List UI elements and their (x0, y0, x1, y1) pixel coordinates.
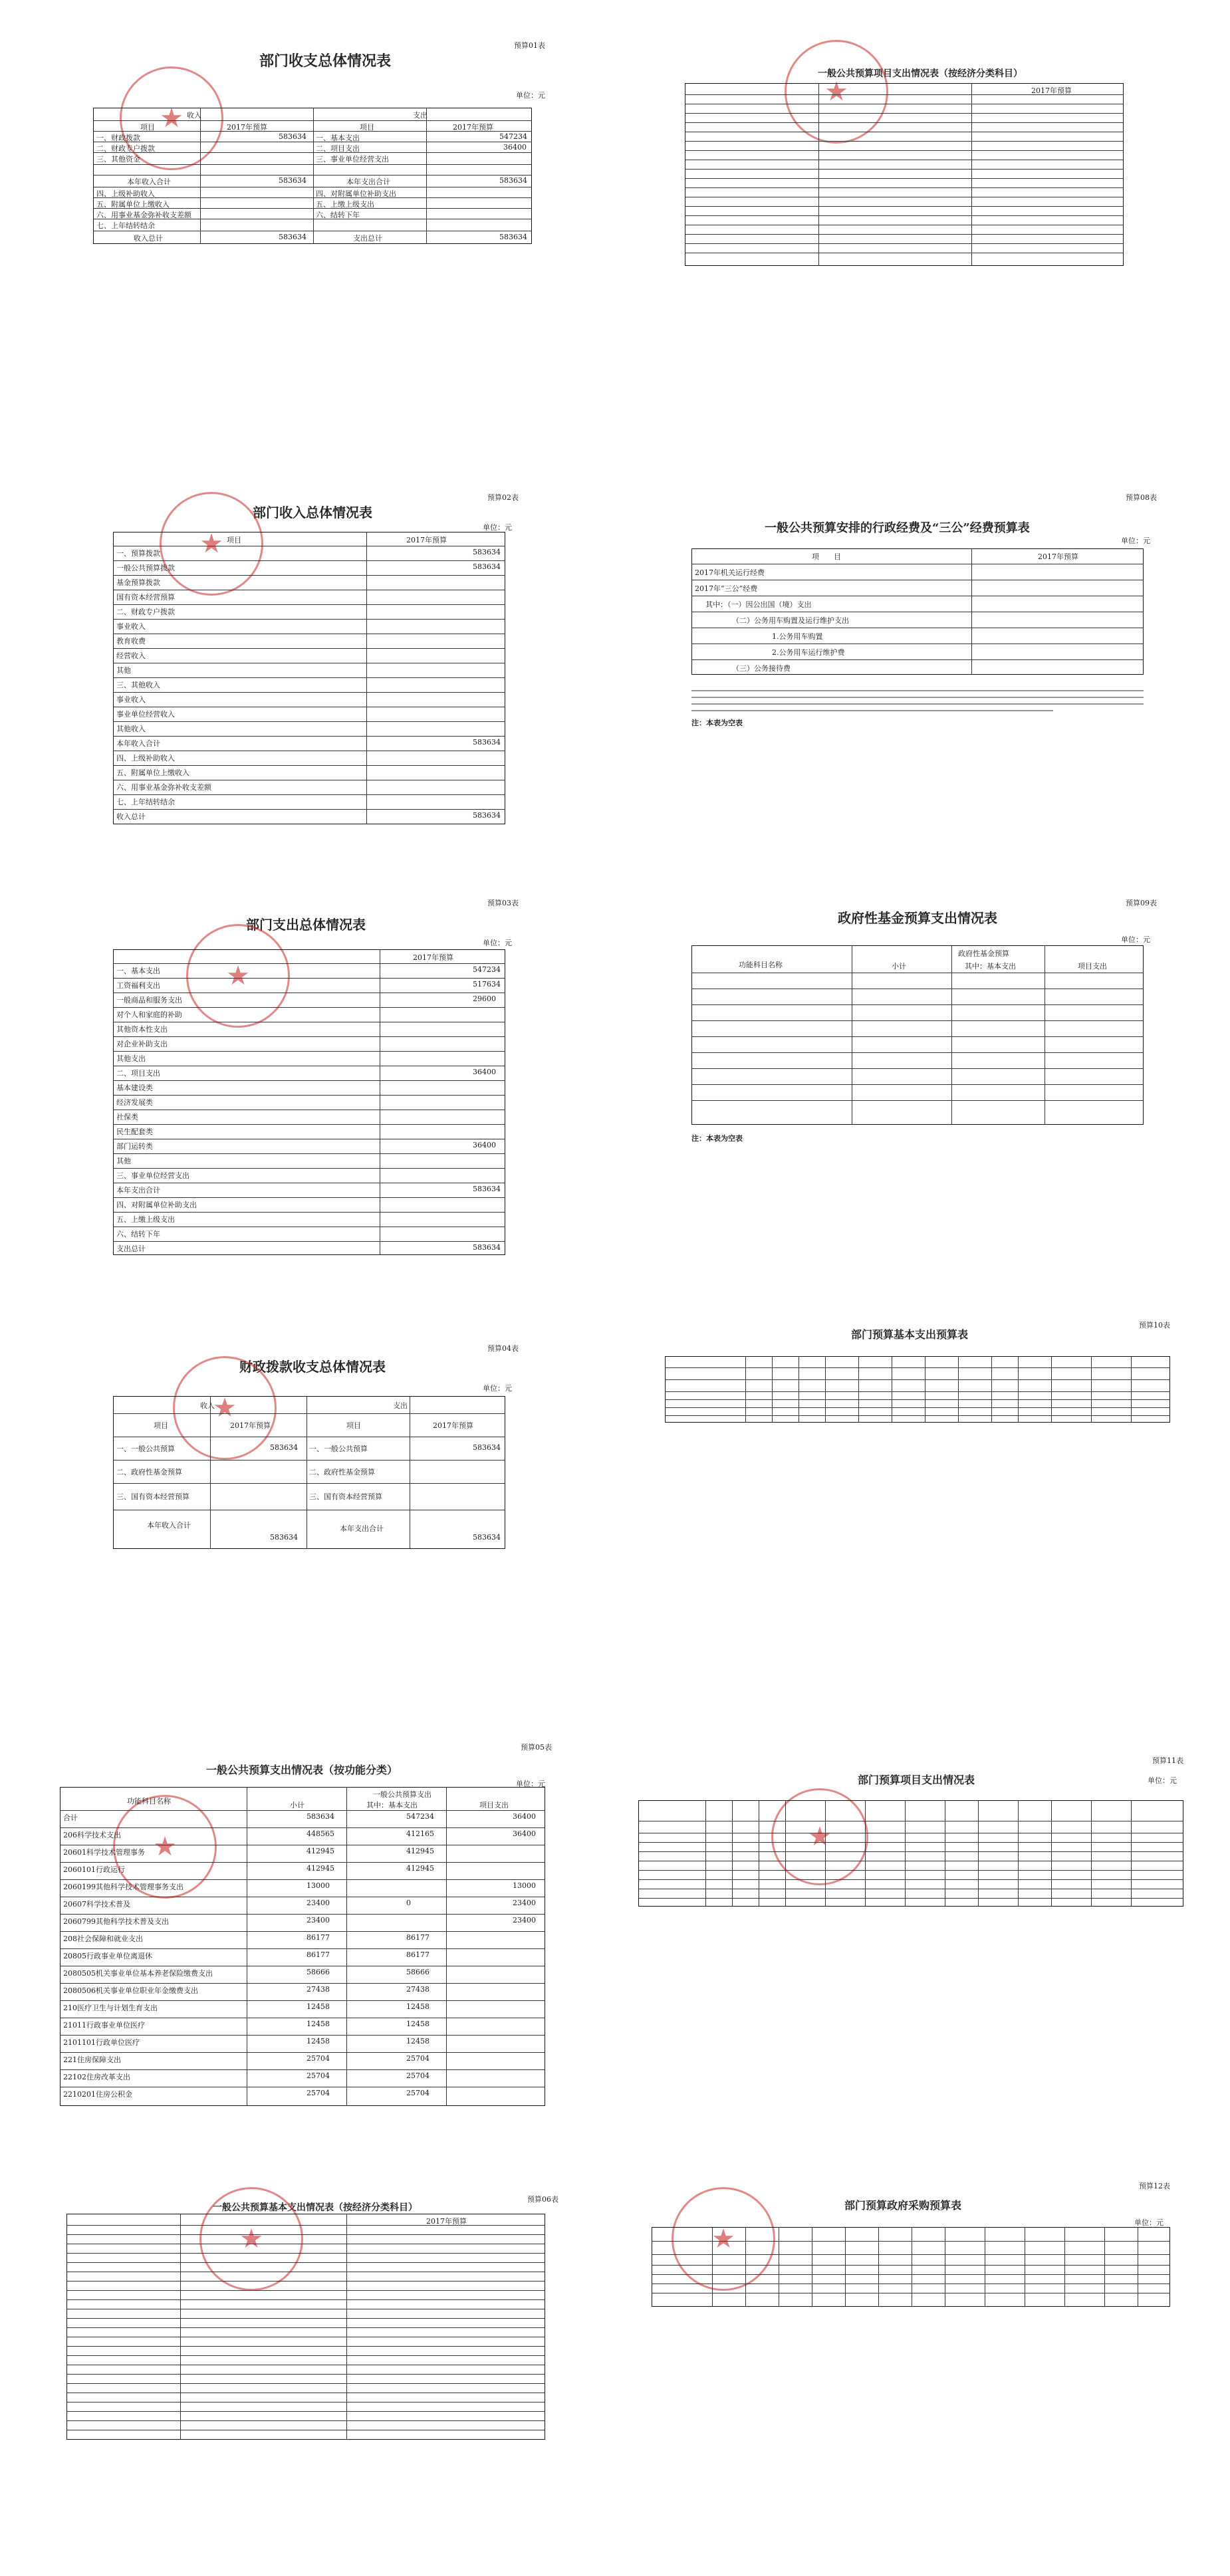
row-item: 其他收入 (116, 725, 146, 733)
page-title: 一般公共预算支出情况表（按功能分类） (206, 1764, 398, 1776)
row-item: 221住房保障支出 (63, 2055, 121, 2064)
expense-item: 六、结转下年 (316, 211, 360, 219)
expense-value: 583634 (473, 1443, 501, 1452)
expense-item: 三、国有资本经营预算 (309, 1492, 382, 1501)
table-row (114, 604, 505, 605)
row-value: 517634 (473, 980, 501, 989)
official-seal: ★ (771, 1788, 868, 1885)
header-item: 项 目 (812, 552, 841, 561)
row-item: 一般公共预算拨款 (116, 564, 175, 572)
header-expense: 支出 (393, 1401, 408, 1410)
function-budget-table (60, 1787, 545, 2106)
empty-note: 注：本表为空表 (691, 1134, 743, 1143)
table-row (114, 1168, 505, 1169)
table-row (114, 1036, 505, 1037)
official-seal: ★ (785, 40, 888, 144)
table-code: 预算12表 (1139, 2182, 1170, 2190)
unit-label: 单位：元 (483, 939, 512, 947)
page-dept-expense (106, 897, 519, 1270)
income-table (113, 532, 505, 824)
procurement-table (652, 2227, 1170, 2307)
header-project: 项目支出 (1078, 962, 1107, 971)
row-value: 412945 (406, 1847, 434, 1855)
expense-total: 583634 (473, 1533, 501, 1542)
row-value: 25704 (406, 2054, 430, 2063)
table-row (114, 1007, 505, 1008)
fiscal-table (113, 1396, 505, 1549)
income-item: 三、国有资本经营预算 (116, 1492, 189, 1501)
row-item: （三）公务接待费 (732, 664, 791, 673)
row-value: 13000 (513, 1881, 536, 1890)
row-value: 36400 (473, 1068, 496, 1076)
grand-expense: 583634 (499, 233, 527, 241)
page-title: 部门预算基本支出预算表 (851, 1328, 969, 1341)
row-value: 12458 (307, 2037, 330, 2046)
row-value: 86177 (406, 1933, 430, 1942)
row-item: 20607科学技术普及 (63, 1900, 130, 1909)
income-total: 583634 (270, 1533, 298, 1542)
table-row (114, 677, 505, 678)
empty-note: 注：本表为空表 (691, 719, 743, 727)
row-item: 对个人和家庭的补助 (116, 1010, 182, 1019)
table-row (114, 978, 505, 979)
row-value: 25704 (406, 2071, 430, 2080)
header-basic: 其中：基本支出 (366, 1801, 418, 1810)
row-item: 21011行政事业单位医疗 (63, 2021, 145, 2030)
header-expense: 支出 (413, 111, 428, 120)
header-group: 政府性基金预算 (958, 949, 1009, 958)
table-row (114, 575, 505, 576)
basic-econ-table (66, 2214, 545, 2440)
income-total: 583634 (279, 176, 307, 185)
row-value: 36400 (513, 1829, 536, 1838)
table-row (61, 1983, 545, 1984)
row-item: 一般商品和服务支出 (116, 996, 182, 1004)
row-item: 1.公务用车购置 (772, 632, 823, 641)
row-value: 29600 (473, 995, 496, 1003)
row-item: 22102住房改革支出 (63, 2073, 130, 2081)
row-item: 合计 (63, 1814, 78, 1822)
row-item: 工资福利支出 (116, 981, 160, 990)
table-row (114, 1124, 505, 1125)
header-item: 项目 (346, 1421, 361, 1430)
row-item: 20601科学技术管理事务 (63, 1848, 145, 1857)
row-item: 六、结转下年 (116, 1230, 160, 1238)
row-item: 210医疗卫生与计划生育支出 (63, 2004, 158, 2012)
row-item: 其他支出 (116, 1054, 146, 1063)
row-item: 2017年机关运行经费 (695, 568, 765, 577)
income-total-label: 本年收入合计 (147, 1521, 191, 1530)
row-item: 五、附属单位上缴收入 (116, 768, 189, 777)
row-value: 583634 (473, 738, 501, 747)
page-public-basic-econ (66, 2187, 558, 2466)
gov-fund-table (691, 945, 1144, 1125)
table-row (114, 1153, 505, 1154)
row-value: 86177 (307, 1933, 330, 1942)
row-item: 2060101行政运行 (63, 1865, 125, 1874)
table-row (61, 1810, 545, 1811)
row-value: 86177 (406, 1950, 430, 1959)
table-row (61, 1879, 545, 1880)
header-item: 项目 (140, 123, 155, 132)
unit-label: 单位：元 (483, 523, 512, 532)
official-seal: ★ (120, 66, 223, 170)
row-item: 事业收入 (116, 695, 146, 704)
expense-value: 547234 (499, 132, 527, 141)
expense-item: 二、项目支出 (316, 144, 360, 153)
row-item: 民生配套类 (116, 1127, 153, 1136)
expense-item: 一、一般公共预算 (309, 1445, 368, 1453)
row-item: 对企业补助支出 (116, 1040, 168, 1048)
row-value: 13000 (307, 1881, 330, 1890)
table-row (61, 2000, 545, 2001)
table-code: 预算01表 (514, 41, 545, 50)
official-seal: ★ (113, 1795, 217, 1899)
unit-label: 单位：元 (516, 1780, 545, 1788)
page-public-budget-function (60, 1742, 552, 2114)
row-item: 四、上级补助收入 (116, 754, 175, 762)
row-item: 2210201住房公积金 (63, 2090, 132, 2099)
table-code: 预算09表 (1126, 899, 1157, 907)
page-project-expense (638, 1755, 1183, 1954)
header-budget: 2017年预算 (1038, 552, 1078, 561)
row-item: 2.公务用车运行维护费 (772, 648, 845, 657)
table-row (61, 2035, 545, 2036)
header-budget: 2017年预算 (453, 123, 493, 132)
row-item: 208社会保障和就业支出 (63, 1934, 143, 1943)
header-budget: 2017年预算 (230, 1421, 271, 1430)
expense-item: 三、事业单位经营支出 (316, 155, 389, 164)
grand-expense-label: 支出总计 (353, 234, 382, 243)
page-title: 部门收入总体情况表 (253, 505, 372, 521)
row-item: 2060799其他科学技术普及支出 (63, 1917, 169, 1926)
row-item: 部门运转类 (116, 1142, 153, 1151)
row-item: 20805行政事业单位离退休 (63, 1952, 152, 1960)
income-item: 六、用事业基金弥补收支差额 (96, 211, 191, 219)
page-project-expense-econ (685, 27, 1137, 312)
row-item: 基金预算拨款 (116, 578, 160, 587)
row-item: 五、上缴上级支出 (116, 1215, 175, 1224)
header-budget: 2017年预算 (406, 536, 447, 544)
header-budget: 2017年预算 (227, 123, 267, 132)
table-row (61, 2069, 545, 2070)
table-row (61, 1914, 545, 1915)
table-code: 预算11表 (1152, 1756, 1183, 1765)
table-row (114, 1212, 505, 1213)
table-row (114, 619, 505, 620)
row-value: 86177 (307, 1950, 330, 1959)
header-budget: 2017年预算 (433, 1421, 473, 1430)
table-code: 预算08表 (1126, 493, 1157, 502)
table-row (114, 1241, 505, 1242)
page-title: 部门支出总体情况表 (246, 917, 366, 933)
row-value: 0 (406, 1899, 411, 1907)
row-value: 583634 (473, 811, 501, 820)
row-item: 三、其他收入 (116, 681, 160, 689)
table-row (61, 1862, 545, 1863)
expense-table (113, 949, 505, 1255)
header-budget: 2017年预算 (426, 2217, 467, 2226)
basic-expense-table (665, 1356, 1170, 1423)
income-item: 一、一般公共预算 (116, 1445, 175, 1453)
row-item: 其中：（一）因公出国（境）支出 (705, 600, 812, 609)
row-item: 国有资本经营预算 (116, 593, 175, 602)
income-item: 二、政府性基金预算 (116, 1468, 182, 1476)
income-item: 七、上年结转结余 (96, 221, 155, 230)
unit-label: 单位：元 (483, 1384, 512, 1393)
page-fiscal-allocation (106, 1343, 519, 1562)
row-value: 448565 (307, 1829, 334, 1838)
row-value: 27438 (406, 1985, 430, 1994)
expense-total-label: 本年支出合计 (346, 177, 390, 186)
table-code: 预算10表 (1139, 1321, 1170, 1330)
row-value: 58666 (307, 1968, 330, 1976)
header-item: 功能科目名称 (127, 1797, 171, 1806)
header-budget: 2017年预算 (1031, 86, 1072, 95)
header-item: 项目 (227, 536, 241, 544)
row-value: 412945 (307, 1864, 334, 1873)
row-value: 36400 (473, 1141, 496, 1149)
row-item: 六、用事业基金弥补收支差额 (116, 783, 211, 792)
income-expense-table (93, 108, 532, 244)
three-public-table (691, 548, 1144, 675)
project-expense-table (685, 83, 1124, 266)
note-lines (691, 685, 1144, 717)
header-income: 收入 (200, 1401, 215, 1410)
row-value: 583634 (473, 548, 501, 556)
table-row (114, 736, 505, 737)
income-total-label: 本年收入合计 (127, 177, 171, 186)
official-seal: ★ (173, 1356, 277, 1460)
row-item: 社保类 (116, 1113, 138, 1121)
row-value: 547234 (406, 1812, 434, 1821)
official-seal: ★ (672, 2187, 775, 2291)
row-item: 三、事业单位经营支出 (116, 1171, 189, 1180)
unit-label: 单位：元 (1121, 935, 1150, 944)
expense-item: 一、基本支出 (316, 134, 360, 142)
page-dept-income (106, 492, 519, 838)
row-item: 一、预算拨款 (116, 549, 160, 558)
row-item: 2060199其他科学技术管理事务支出 (63, 1883, 184, 1891)
income-item: 一、财政拨款 (96, 134, 140, 142)
header-subtotal: 小计 (892, 962, 906, 971)
row-value: 12458 (307, 2002, 330, 2011)
official-seal: ★ (186, 924, 290, 1028)
row-item: 其他资本性支出 (116, 1025, 168, 1034)
row-item: 2080506机关事业单位职业年金缴费支出 (63, 1986, 198, 1995)
table-row (114, 794, 505, 795)
row-value: 12458 (406, 2002, 430, 2011)
row-item: 二、项目支出 (116, 1069, 160, 1078)
table-code: 预算02表 (487, 493, 519, 502)
page-title: 一般公共预算基本支出情况表（按经济分类科目） (213, 2202, 418, 2213)
header-project: 项目支出 (479, 1801, 509, 1810)
row-item: 一、基本支出 (116, 967, 160, 975)
page-title: 一般公共预算安排的行政经费及“三公”经费预算表 (765, 521, 1030, 535)
row-item: 七、上年结转结余 (116, 798, 175, 806)
row-item: 事业收入 (116, 622, 146, 631)
table-code: 预算06表 (527, 2195, 558, 2204)
row-value: 412165 (406, 1829, 434, 1838)
row-item: 教育收费 (116, 637, 146, 645)
official-seal: ★ (199, 2187, 303, 2291)
row-value: 23400 (307, 1899, 330, 1907)
table-row (114, 721, 505, 722)
table-code: 预算05表 (521, 1743, 552, 1752)
project-table (638, 1800, 1183, 1907)
row-item: 2017年“三公”经费 (695, 584, 758, 593)
income-value: 583634 (270, 1443, 298, 1452)
row-value: 583634 (473, 1185, 501, 1193)
row-item: 事业单位经营收入 (116, 710, 175, 719)
unit-label: 单位：元 (516, 91, 545, 100)
expense-total: 583634 (499, 176, 527, 185)
expense-item: 二、政府性基金预算 (309, 1468, 375, 1476)
row-value: 412945 (307, 1847, 334, 1855)
income-item: 二、财政专户拨款 (96, 144, 155, 153)
row-value: 23400 (307, 1916, 330, 1925)
row-value: 36400 (513, 1812, 536, 1821)
row-item: 2101101行政单位医疗 (63, 2038, 140, 2047)
page-title: 财政拨款收支总体情况表 (239, 1359, 386, 1375)
row-item: 经营收入 (116, 651, 146, 660)
row-value: 23400 (513, 1899, 536, 1907)
expense-item: 四、对附属单位补助支出 (316, 189, 396, 198)
table-row (114, 1095, 505, 1096)
header-item: 项目 (154, 1421, 168, 1430)
header-item: 项目 (360, 123, 374, 132)
table-code: 预算04表 (487, 1344, 519, 1353)
row-item: 四、对附属单位补助支出 (116, 1201, 197, 1209)
row-value: 58666 (406, 1968, 430, 1976)
row-value: 583634 (473, 1243, 501, 1252)
page-gov-fund (678, 897, 1157, 1163)
row-value: 27438 (307, 1985, 330, 1994)
row-item: 2080505机关事业单位基本养老保险缴费支出 (63, 1969, 213, 1978)
income-item: 四、上级补助收入 (96, 189, 155, 198)
unit-label: 单位：元 (1148, 1776, 1177, 1785)
grand-income: 583634 (279, 233, 307, 241)
header-item: 功能科目名称 (739, 961, 783, 969)
expense-value: 36400 (503, 143, 527, 152)
row-item: 其他 (116, 1157, 131, 1165)
row-item: 收入总计 (116, 812, 146, 821)
table-row (114, 1051, 505, 1052)
table-row (61, 1827, 545, 1828)
table-row (114, 963, 505, 964)
row-item: 本年支出合计 (116, 1186, 160, 1195)
row-value: 412945 (406, 1864, 434, 1873)
row-value: 25704 (406, 2089, 430, 2097)
unit-label: 单位：元 (1134, 2218, 1164, 2227)
header-basic: 其中：基本支出 (965, 962, 1016, 971)
row-item: 本年收入合计 (116, 739, 160, 748)
row-value: 547234 (473, 965, 501, 974)
page-title: 部门收支总体情况表 (259, 53, 392, 70)
row-value: 12458 (406, 2020, 430, 2028)
grand-income-label: 收入总计 (134, 234, 163, 243)
page-dept-income-expense (93, 27, 545, 312)
income-value: 583634 (279, 132, 307, 141)
row-value: 23400 (513, 1916, 536, 1925)
header-subtotal: 小计 (290, 1801, 305, 1810)
income-item: 三、其他资金 (96, 155, 140, 164)
expense-item: 五、上缴上级支出 (316, 200, 374, 209)
row-value: 12458 (307, 2020, 330, 2028)
page-title: 政府性基金预算支出情况表 (838, 910, 997, 926)
row-item: 其他 (116, 666, 131, 675)
row-value: 25704 (307, 2054, 330, 2063)
table-row (114, 809, 505, 810)
expense-total-label: 本年支出合计 (340, 1524, 384, 1533)
row-item: 基本建设类 (116, 1084, 153, 1092)
row-value: 25704 (307, 2089, 330, 2097)
table-row (114, 765, 505, 766)
table-row (114, 648, 505, 649)
table-row (61, 1948, 545, 1949)
page-title: 部门预算政府采购预算表 (844, 2199, 962, 2212)
row-value: 12458 (406, 2037, 430, 2046)
row-item: 支出总计 (116, 1244, 146, 1253)
row-item: 206科学技术支出 (63, 1831, 121, 1839)
table-row (61, 2052, 545, 2053)
table-row (114, 1197, 505, 1198)
row-item: 二、财政专户拨款 (116, 608, 175, 616)
row-item: （二）公务用车购置及运行维护支出 (732, 616, 849, 625)
table-code: 预算03表 (487, 899, 519, 907)
page-title: 一般公共预算项目支出情况表（按经济分类科目） (818, 68, 1023, 79)
page-gov-procurement (652, 2180, 1170, 2313)
header-group: 一般公共预算支出 (373, 1790, 431, 1799)
row-value: 25704 (307, 2071, 330, 2080)
table-row (61, 1931, 545, 1932)
page-basic-expense (665, 1316, 1170, 1436)
table-row (114, 1080, 505, 1081)
row-item: 经济发展类 (116, 1098, 153, 1107)
header-income: 收入 (187, 111, 201, 120)
row-value: 583634 (307, 1812, 334, 1821)
official-seal: ★ (160, 492, 263, 596)
row-value: 583634 (473, 562, 501, 571)
unit-label: 单位：元 (1121, 536, 1150, 545)
table-row (114, 560, 505, 561)
table-row (114, 692, 505, 693)
income-item: 五、附属单位上缴收入 (96, 200, 170, 209)
page-admin-three-public (678, 492, 1157, 838)
page-title: 部门预算项目支出情况表 (858, 1774, 975, 1786)
header-budget: 2017年预算 (413, 953, 453, 962)
